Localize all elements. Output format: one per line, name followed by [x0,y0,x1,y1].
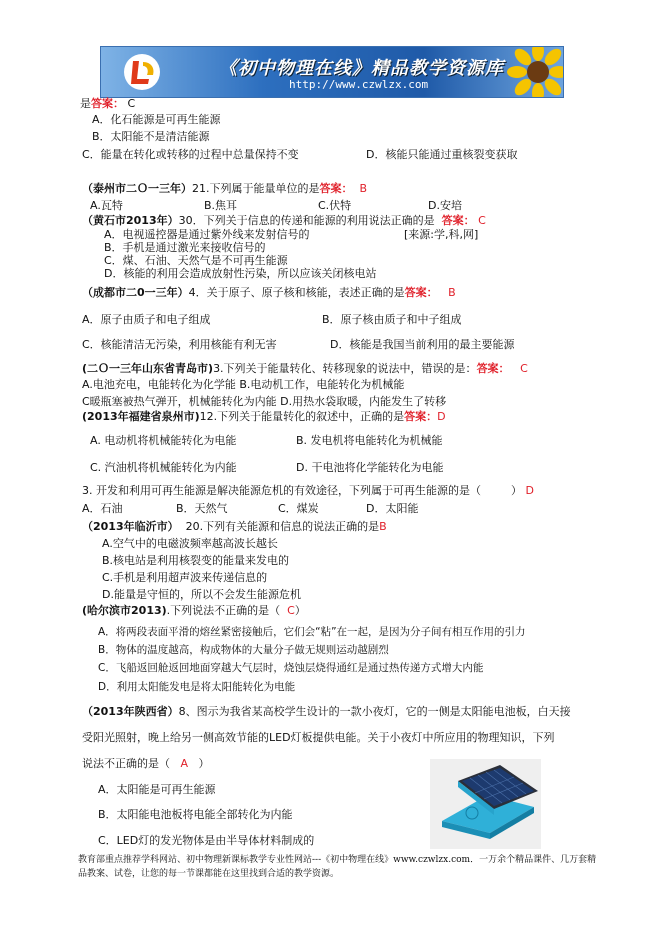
question-source: （2013年临沂市） [82,520,179,533]
option-c: C.手机是利用超声波来传递信息的 [102,571,268,584]
question-4 [82,286,456,300]
option-a: A.瓦特 [90,199,123,212]
question-3-qingdao [82,362,528,376]
solar-night-lamp-image [430,759,541,849]
option-c: C. 汽油机将机械能转化为内能 [90,461,237,474]
option-d: D．核能只能通过重核裂变获取 [366,148,518,161]
option-b: B．太阳能电池板将电能全部转化为内能 [98,808,293,821]
question-30 [82,214,486,228]
question-text: .下列说法不正确的是（ [166,604,281,617]
question-text: 3.下列关于能量转化、转移现象的说法中，错误的是： [213,362,477,375]
answer-label: 答案： [404,286,438,299]
option-c: C．能量在转化或转移的过程中总量保持不变 [82,148,299,161]
option-c: C．煤炭 [278,502,319,515]
question-text: 说法不正确的是（ [82,757,170,770]
option-d: D.安培 [428,199,462,212]
option-c: C．煤、石油、天然气是不可再生能源 [104,254,288,267]
question-12 [82,410,446,424]
answer-label: 答案： [441,214,475,227]
answer-value: B [448,286,456,299]
question-8 [82,705,571,719]
source-tag: [来源:学,科,网] [404,228,479,241]
option-c: C．LED灯的发光物体是由半导体材料制成的 [98,834,315,847]
option-b: B．原子核由质子和中子组成 [322,313,462,326]
question-text: 8、图示为我省某高校学生设计的一款小夜灯，它的一侧是太阳能电池板，白天接 [178,705,571,718]
question-text: 12.下列关于能量转化的叙述中，正确的是 [199,410,405,423]
answer-value: C [520,362,528,375]
option-b: B.焦耳 [204,199,238,212]
option-d: D．核能的利用会造成放射性污染，所以应该关闭核电站 [104,267,377,280]
answer-value: D [525,484,534,497]
answer-value: C [287,604,295,617]
answer-value: C [127,97,136,110]
option-c: C．核能清洁无污染，利用核能有利无害 [82,338,277,351]
page-footer: 教育部重点推荐学科网站、初中物理新课标教学专业性网站---《初中物理在线》www.czwlzx.com．一万余个精品课件、几万套精品教案、试卷，让您的每一节课都能在这里找到合适的教学资源。 [78,855,597,879]
bracket-close: ） [198,757,210,770]
answer-value: D [437,410,446,423]
question-text: 4．关于原子、原子核和核能，表述正确的是 [188,286,405,299]
prev-prefix: 是 [80,97,91,110]
option-a: A．太阳能是可再生能源 [98,783,216,796]
option-d: D．核能是我国当前利用的最主要能源 [330,338,515,351]
option-d: D. 干电池将化学能转化为电能 [296,461,444,474]
bracket-close: ） [294,604,306,617]
answer-label: 答案： [476,362,510,375]
bracket-close: ） [511,484,522,497]
banner-title: 《初中物理在线》精品教学资源库 [219,58,504,79]
question-text: 21.下列属于能量单位的是 [192,182,320,195]
question-source: (二Ｏ一三年山东省青岛市) [82,362,214,375]
question-text-line-3 [82,757,210,771]
answer-value: B [359,182,368,195]
sunflower-icon [507,46,564,98]
option-b: B．太阳能不是清洁能源 [92,130,210,143]
option-d: D．太阳能 [366,502,419,515]
option-a: A. 电动机将机械能转化为电能 [90,434,237,447]
option-a: A．化石能源是可再生能源 [92,113,221,126]
option-d: D.能量是守恒的，所以不会发生能源危机 [102,588,301,601]
question-text: 3. 开发和利用可再生能源是解决能源危机的有效途径，下列属于可再生能源的是（ [82,484,481,497]
option-a: A．将两段表面平滑的熔丝紧密接触后，它们会“粘”在一起，是因为分子间有相互作用的引力 [98,626,526,638]
option-b: B. 发电机将电能转化为机械能 [296,434,443,447]
option-b: B．物体的温度越高，构成物体的大量分子做无规则运动越剧烈 [98,644,389,656]
answer-label: 答案： [404,410,438,423]
option-a: A.空气中的电磁波频率越高波长越长 [102,537,278,550]
options-cd: C暖瓶塞被热气弹开，机械能转化为内能 D.用热水袋取暖，内能发生了转移 [82,395,447,408]
option-b: B.核电站是利用核裂变的能量来发电的 [102,554,290,567]
question-text-line-2: 受阳光照射，晚上给另一侧高效节能的LED灯板提供电能。关于小夜灯中所应用的物理知识，下列 [82,731,555,744]
question-source: （黄石市2013年） [82,214,179,227]
option-a: A．石油 [82,502,123,515]
question-source: （2013年陕西省） [82,705,179,718]
option-c: C.伏特 [318,199,352,212]
answer-value: C [478,214,486,227]
options-ab: A.电池充电，电能转化为化学能 B.电动机工作，电能转化为机械能 [82,378,405,391]
option-a: A．原子由质子和电子组成 [82,313,211,326]
option-c: C．飞船返回舱返回地面穿越大气层时，烧蚀层烧得通红是通过热传递方式增大内能 [98,662,484,674]
question-3-renewable [82,484,534,498]
question-harbin [82,604,306,618]
header-banner [100,46,564,98]
answer-label: 答案： [91,97,124,110]
question-20 [82,520,387,534]
site-logo-icon [123,53,161,91]
prev-question-answer-line [80,97,135,111]
question-source: （成都市二0一三年） [82,286,189,299]
question-text: 20.下列有关能源和信息的说法正确的是 [185,520,380,533]
banner-url[interactable]: http://www.czwlzx.com [289,78,429,91]
answer-label: 答案： [319,182,353,195]
question-text: 30．下列关于信息的传递和能源的利用说法正确的是 [178,214,435,227]
option-b: B．天然气 [176,502,228,515]
question-source: (2013年福建省泉州市) [82,410,200,423]
question-source: (哈尔滨市2013) [82,604,167,617]
option-d: D．利用太阳能发电是将太阳能转化为电能 [98,681,296,693]
option-b: B．手机是通过激光来接收信号的 [104,241,266,254]
option-a: A．电视遥控器是通过紫外线来发射信号的 [104,228,310,241]
answer-value: A [180,757,189,770]
question-source: （泰州市二Ｏ一三年） [82,182,192,195]
question-21 [82,182,367,196]
answer-value: B [379,520,387,533]
